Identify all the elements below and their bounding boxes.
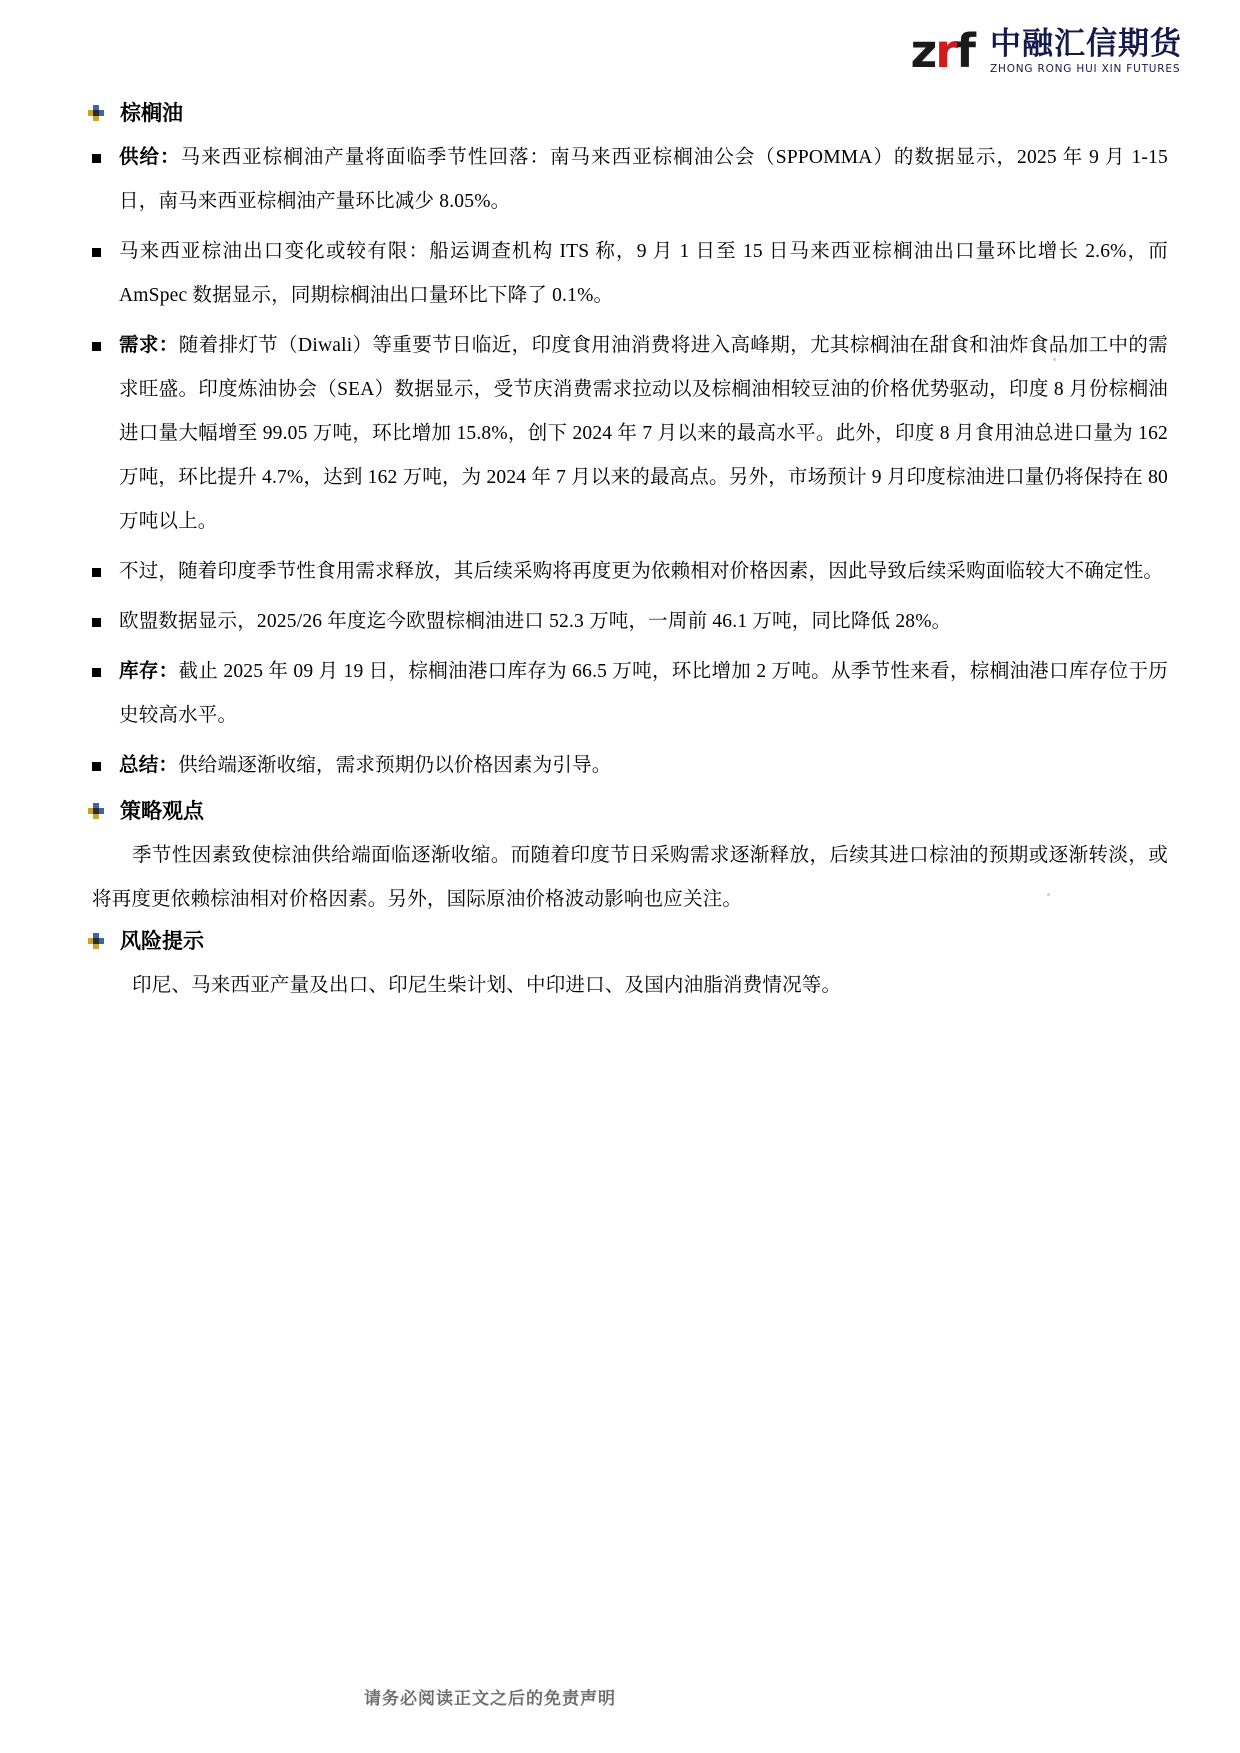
list-item-text	[119, 324, 1168, 544]
section-title: 风险提示	[120, 929, 204, 953]
square-bullet-icon	[92, 342, 101, 351]
section-paragraph: 季节性因素致使棕油供给端面临逐渐收缩。而随着印度节日采购需求逐渐释放，后续其进口棕油的预期或逐渐转淡，或将再度更依赖棕油相对价格因素。另外，国际原油价格波动影响也应关注。	[92, 845, 1168, 910]
section-title: 策略观点	[120, 799, 204, 823]
list-item	[78, 600, 1168, 644]
logo-company-name-en: ZHONG RONG HUI XIN FUTURES	[990, 62, 1181, 75]
cross-bullet-icon	[88, 933, 104, 949]
section-heading-risk	[78, 924, 1168, 958]
list-item-body: 截止 2025 年 09 月 19 日，棕榈油港口库存为 66.5 万吨，环比增加 2 万吨。从季节性来看，棕榈油港口库存位于历史较高水平。	[119, 661, 1168, 726]
page-footer	[0, 1684, 1240, 1709]
section-heading-strategy	[78, 794, 1168, 828]
logo-mark: zrf	[910, 24, 974, 79]
list-item	[78, 550, 1168, 594]
square-bullet-icon	[92, 762, 101, 771]
cross-bullet-icon	[88, 803, 104, 819]
scan-speck	[1047, 893, 1050, 896]
footer-disclaimer: 请务必阅读正文之后的免责声明	[364, 1689, 616, 1709]
list-item	[78, 136, 1168, 224]
square-bullet-icon	[92, 668, 101, 677]
list-item-label: 库存：	[119, 661, 179, 682]
list-item-body: 欧盟数据显示，2025/26 年度迄今欧盟棕榈油进口 52.3 万吨，一周前 46.1 万吨，同比降低 28%。	[119, 611, 952, 632]
list-item-label: 需求：	[119, 335, 179, 356]
section-title: 棕榈油	[120, 101, 183, 125]
list-item-text	[119, 650, 1168, 738]
list-item-label: 总结：	[119, 755, 179, 776]
section-heading-palm-oil	[78, 96, 1168, 130]
square-bullet-icon	[92, 618, 101, 627]
scan-speck	[1053, 358, 1056, 361]
company-logo	[910, 24, 1182, 79]
list-item-text	[119, 744, 1168, 788]
list-item-body: 马来西亚棕油出口变化或较有限：船运调查机构 ITS 称，9 月 1 日至 15 日马来西亚棕榈油出口量环比增长 2.6%，而 AmSpec 数据显示，同期棕榈油出口量环比下降了 0.1%。	[119, 241, 1168, 306]
list-item-text	[119, 550, 1168, 594]
square-bullet-icon	[92, 568, 101, 577]
list-item-body: 不过，随着印度季节性食用需求释放，其后续采购将再度更为依赖相对价格因素，因此导致后续采购面临较大不确定性。	[119, 561, 1164, 582]
logo-company-name-cn: 中融汇信期货	[990, 26, 1182, 62]
list-item-text	[119, 230, 1168, 318]
list-item-label: 供给：	[119, 147, 181, 168]
list-item	[78, 230, 1168, 318]
list-item	[78, 650, 1168, 738]
list-item	[78, 744, 1168, 788]
list-item	[78, 324, 1168, 544]
section-paragraph: 印尼、马来西亚产量及出口、印尼生柴计划、中印进口、及国内油脂消费情况等。	[132, 975, 842, 996]
list-item-body: 马来西亚棕榈油产量将面临季节性回落：南马来西亚棕榈油公会（SPPOMMA）的数据显示，2025 年 9 月 1-15 日，南马来西亚棕榈油产量环比减少 8.05%。	[119, 147, 1168, 212]
list-item-body: 随着排灯节（Diwali）等重要节日临近，印度食用油消费将进入高峰期，尤其棕榈油在甜食和油炸食品加工中的需求旺盛。印度炼油协会（SEA）数据显示，受节庆消费需求拉动以及棕榈油相较豆油的价格优势驱动，印度 8 月份棕榈油进口量大幅增至 99.05 万吨，环比增加 15.8%，创下 2024 年 7 月以来的最高水平。此外，印度 8 月食用油总进口量为 162 万吨，环比提升 4.7%，达到 162 万吨，为 2024 年 7 月以来的最高点。另外，市场预计 9 月印度棕油进口量仍将保持在 80 万吨以上。	[119, 335, 1168, 532]
list-item-text	[119, 136, 1168, 224]
document-content	[0, 96, 1240, 1010]
square-bullet-icon	[92, 154, 101, 163]
list-item-body: 供给端逐渐收缩，需求预期仍以价格因素为引导。	[178, 755, 612, 776]
square-bullet-icon	[92, 248, 101, 257]
logo-text-block	[990, 28, 1182, 75]
cross-bullet-icon	[88, 105, 104, 121]
list-item-text	[119, 600, 1168, 644]
